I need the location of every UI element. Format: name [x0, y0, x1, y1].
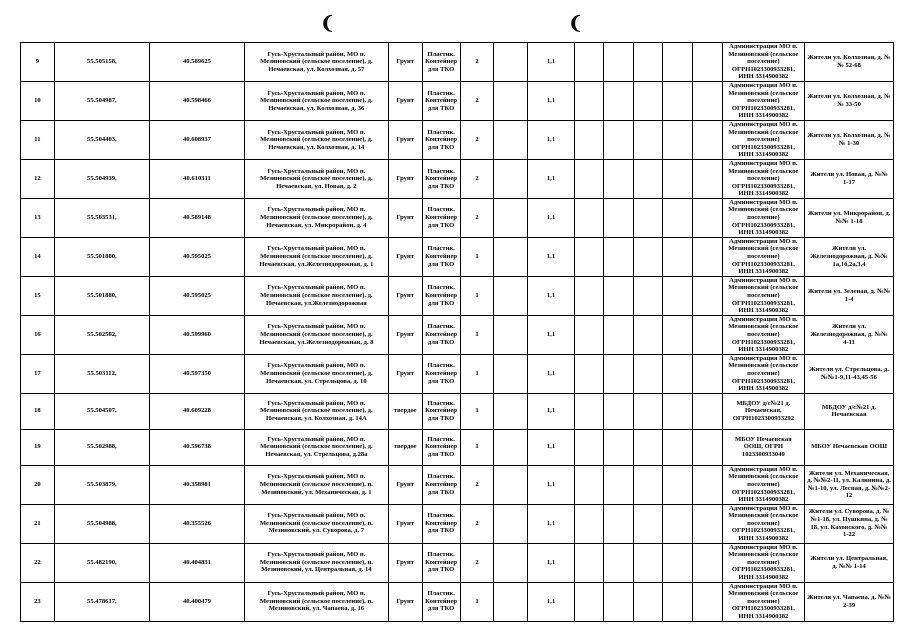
- empty-cell: [574, 582, 604, 621]
- container-type-cell: Пластик. Контейнер для ТКО: [422, 237, 460, 276]
- empty-cell: [693, 504, 723, 543]
- surface-cell: Грунт: [388, 504, 422, 543]
- address-cell: Гусь-Хрустальный район, МО п. Мезиновский (сельское поселение), д. Нечаевская, ул. Стрельцова, д.28а: [245, 429, 389, 465]
- container-count-cell: 1: [460, 393, 494, 429]
- longitude-cell: 40.589625: [149, 43, 244, 82]
- table-row: [21, 429, 894, 465]
- empty-cell: [494, 276, 528, 315]
- surface-cell: Грунт: [388, 43, 422, 82]
- container-count-cell: 1: [460, 354, 494, 393]
- latitude-cell: 55.503531,: [54, 198, 149, 237]
- longitude-cell: 40.404831: [149, 543, 244, 582]
- empty-cell: [574, 237, 604, 276]
- container-volume-cell: 1,1: [528, 465, 575, 504]
- owner-cell: Администрация МО п. Мезиновский (сельское поселение) ОГРН1023300933281, ИНН 3314900382: [722, 81, 804, 120]
- owner-cell: Администрация МО п. Мезиновский (сельское поселение) ОГРН1023300933281, ИНН 3314900382: [722, 354, 804, 393]
- surface-cell: Грунт: [388, 582, 422, 621]
- address-cell: Гусь-Хрустальный район, МО п. Мезиновский (сельское поселение), д. Нечаевская, ул. Стрельцова, д. 10: [245, 354, 389, 393]
- container-volume-cell: 1,1: [528, 159, 575, 198]
- container-volume-cell: 1,1: [528, 504, 575, 543]
- owner-cell: Администрация МО п. Мезиновский (сельское поселение) ОГРН1023300933281, ИНН 3314900382: [722, 465, 804, 504]
- waste-source-cell: Жители ул. Механическая, д. №№2-11, ул. Калинина, д. №1-10, ул. Лесная, д. №№2-12: [805, 465, 894, 504]
- container-count-cell: 2: [460, 198, 494, 237]
- latitude-cell: 55.504987,: [54, 81, 149, 120]
- address-cell: Гусь-Хрустальный район, МО п. Мезиновский (сельское поселение), п. Мезиновский, ул. Механическая, д. 1: [245, 465, 389, 504]
- container-type-cell: Пластик. Контейнер для ТКО: [422, 315, 460, 354]
- latitude-cell: 55.504988,: [54, 504, 149, 543]
- empty-cell: [574, 43, 604, 82]
- container-type-cell: Пластик. Контейнер для ТКО: [422, 198, 460, 237]
- address-cell: Гусь-Хрустальный район, МО п. Мезиновский (сельское поселение), д. Нечаевская, ул. Колхозная, д. 57: [245, 43, 389, 82]
- longitude-cell: 40.358981: [149, 465, 244, 504]
- row-number-cell: 12: [21, 159, 55, 198]
- row-number-cell: 13: [21, 198, 55, 237]
- empty-cell: [494, 43, 528, 82]
- empty-cell: [693, 159, 723, 198]
- row-number-cell: 23: [21, 582, 55, 621]
- longitude-cell: 40.355526: [149, 504, 244, 543]
- container-type-cell: Пластик. Контейнер для ТКО: [422, 120, 460, 159]
- table-row: [21, 354, 894, 393]
- waste-source-cell: Жители ул. Колхозная, д. № № 33-50: [805, 81, 894, 120]
- owner-cell: Администрация МО п. Мезиновский (сельское поселение) ОГРН1023300933281, ИНН 3314900382: [722, 315, 804, 354]
- table-row: [21, 504, 894, 543]
- owner-cell: Администрация МО п. Мезиновский (сельское поселение) ОГРН1023300933281, ИНН 3314900382: [722, 582, 804, 621]
- address-cell: Гусь-Хрустальный район, МО п. Мезиновский (сельское поселение), д. Нечаевская, ул.Железнодорожная: [245, 276, 389, 315]
- empty-cell: [693, 315, 723, 354]
- longitude-cell: 40.599960: [149, 315, 244, 354]
- owner-cell: Администрация МО п. Мезиновский (сельское поселение) ОГРН1023300933281, ИНН 3314900382: [722, 43, 804, 82]
- table-row: [21, 159, 894, 198]
- table-row: [21, 543, 894, 582]
- empty-cell: [663, 43, 693, 82]
- owner-cell: Администрация МО п. Мезиновский (сельское поселение) ОГРН1023300933281, ИНН 3314900382: [722, 504, 804, 543]
- row-number-cell: 10: [21, 81, 55, 120]
- table-row: [21, 465, 894, 504]
- empty-cell: [663, 429, 693, 465]
- waste-source-cell: МБДОУ д/с№21 д. Нечаевская: [805, 393, 894, 429]
- empty-cell: [574, 120, 604, 159]
- container-volume-cell: 1,1: [528, 43, 575, 82]
- empty-cell: [494, 429, 528, 465]
- empty-cell: [574, 543, 604, 582]
- empty-cell: [574, 504, 604, 543]
- empty-cell: [494, 315, 528, 354]
- empty-cell: [604, 429, 634, 465]
- empty-cell: [663, 276, 693, 315]
- container-type-cell: Пластик. Контейнер для ТКО: [422, 159, 460, 198]
- empty-cell: [693, 429, 723, 465]
- container-count-cell: 1: [460, 582, 494, 621]
- row-number-cell: 16: [21, 315, 55, 354]
- empty-cell: [494, 582, 528, 621]
- empty-cell: [604, 393, 634, 429]
- container-volume-cell: 1,1: [528, 315, 575, 354]
- empty-cell: [574, 198, 604, 237]
- page-mark-right: ❨: [568, 13, 584, 33]
- surface-cell: Грунт: [388, 465, 422, 504]
- empty-cell: [604, 159, 634, 198]
- empty-cell: [604, 198, 634, 237]
- empty-cell: [633, 81, 663, 120]
- row-number-cell: 21: [21, 504, 55, 543]
- latitude-cell: 55.503879,: [54, 465, 149, 504]
- surface-cell: Грунт: [388, 159, 422, 198]
- container-type-cell: Пластик. Контейнер для ТКО: [422, 465, 460, 504]
- empty-cell: [693, 354, 723, 393]
- empty-cell: [663, 315, 693, 354]
- empty-cell: [663, 582, 693, 621]
- owner-cell: Администрация МО п. Мезиновский (сельское поселение) ОГРН1023300933281, ИНН 3314900382: [722, 543, 804, 582]
- empty-cell: [633, 543, 663, 582]
- empty-cell: [633, 465, 663, 504]
- container-volume-cell: 1,1: [528, 582, 575, 621]
- surface-cell: Грунт: [388, 543, 422, 582]
- table-row: [21, 582, 894, 621]
- empty-cell: [633, 159, 663, 198]
- latitude-cell: 55.504507,: [54, 393, 149, 429]
- container-sites-table: [20, 42, 894, 622]
- latitude-cell: 55.501880,: [54, 276, 149, 315]
- owner-cell: МБОУ Нечаевская ООШ, ОГРН 1023300933040: [722, 429, 804, 465]
- container-count-cell: 2: [460, 543, 494, 582]
- latitude-cell: 55.482190,: [54, 543, 149, 582]
- table-row: [21, 276, 894, 315]
- latitude-cell: 55.504939,: [54, 159, 149, 198]
- surface-cell: Грунт: [388, 120, 422, 159]
- empty-cell: [693, 276, 723, 315]
- longitude-cell: 40.608937: [149, 120, 244, 159]
- longitude-cell: 40.609228: [149, 393, 244, 429]
- waste-source-cell: Жители ул. Центральная, д. №№ 1-14: [805, 543, 894, 582]
- container-count-cell: 1: [460, 237, 494, 276]
- table-row: [21, 120, 894, 159]
- container-volume-cell: 1,1: [528, 120, 575, 159]
- waste-source-cell: Жители ул. Зеленая, д. №№ 1-4: [805, 276, 894, 315]
- container-count-cell: 1: [460, 429, 494, 465]
- empty-cell: [663, 198, 693, 237]
- container-type-cell: Пластик. Контейнер для ТКО: [422, 354, 460, 393]
- latitude-cell: 55.501880,: [54, 237, 149, 276]
- waste-source-cell: Жители ул. Чапаева, д. №№ 2-39: [805, 582, 894, 621]
- container-count-cell: 2: [460, 159, 494, 198]
- container-type-cell: Пластик. Контейнер для ТКО: [422, 276, 460, 315]
- empty-cell: [494, 354, 528, 393]
- empty-cell: [663, 81, 693, 120]
- row-number-cell: 15: [21, 276, 55, 315]
- row-number-cell: 9: [21, 43, 55, 82]
- empty-cell: [494, 543, 528, 582]
- address-cell: Гусь-Хрустальный район, МО п. Мезиновский (сельское поселение), д. Нечаевская, ул. Колхозная, д. 14: [245, 120, 389, 159]
- empty-cell: [633, 429, 663, 465]
- empty-cell: [574, 81, 604, 120]
- surface-cell: твердое: [388, 429, 422, 465]
- waste-source-cell: Жители ул. Суворова, д. № №1-18, ул. Пушкина, д. № 18, ул. Каховского, д. №№ 1-22: [805, 504, 894, 543]
- waste-source-cell: Жители ул. Железнодорожная, д. №№ 4-11: [805, 315, 894, 354]
- address-cell: Гусь-Хрустальный район, МО п. Мезиновский (сельское поселение), п. Мезиновский, ул. Чапаева, д. 16: [245, 582, 389, 621]
- empty-cell: [693, 393, 723, 429]
- container-count-cell: 1: [460, 315, 494, 354]
- empty-cell: [604, 465, 634, 504]
- empty-cell: [633, 315, 663, 354]
- container-count-cell: 2: [460, 43, 494, 82]
- empty-cell: [604, 43, 634, 82]
- empty-cell: [633, 120, 663, 159]
- empty-cell: [574, 276, 604, 315]
- empty-cell: [604, 120, 634, 159]
- empty-cell: [633, 393, 663, 429]
- owner-cell: Администрация МО п. Мезиновский (сельское поселение) ОГРН1023300933281, ИНН 3314900382: [722, 237, 804, 276]
- container-type-cell: Пластик. Контейнер для ТКО: [422, 393, 460, 429]
- latitude-cell: 55.504403,: [54, 120, 149, 159]
- longitude-cell: 40.598466: [149, 81, 244, 120]
- table-row: [21, 237, 894, 276]
- container-volume-cell: 1,1: [528, 354, 575, 393]
- row-number-cell: 17: [21, 354, 55, 393]
- longitude-cell: 40.595025: [149, 276, 244, 315]
- longitude-cell: 40.596738: [149, 429, 244, 465]
- empty-cell: [693, 465, 723, 504]
- empty-cell: [574, 429, 604, 465]
- empty-cell: [494, 504, 528, 543]
- row-number-cell: 14: [21, 237, 55, 276]
- table-row: [21, 315, 894, 354]
- empty-cell: [633, 582, 663, 621]
- address-cell: Гусь-Хрустальный район, МО п. Мезиновский (сельское поселение), д. Нечаевская, ул. Микрорайон, д. 4: [245, 198, 389, 237]
- container-count-cell: 2: [460, 120, 494, 159]
- container-volume-cell: 1,1: [528, 429, 575, 465]
- empty-cell: [494, 237, 528, 276]
- container-volume-cell: 1,1: [528, 198, 575, 237]
- container-type-cell: Пластик. Контейнер для ТКО: [422, 429, 460, 465]
- empty-cell: [693, 43, 723, 82]
- empty-cell: [633, 276, 663, 315]
- empty-cell: [494, 120, 528, 159]
- latitude-cell: 55.503112,: [54, 354, 149, 393]
- owner-cell: МБДОУ д/с№21 д. Нечаевская, ОГРН1023300933292: [722, 393, 804, 429]
- longitude-cell: 40.610311: [149, 159, 244, 198]
- empty-cell: [663, 237, 693, 276]
- surface-cell: твердое: [388, 393, 422, 429]
- surface-cell: Грунт: [388, 237, 422, 276]
- address-cell: Гусь-Хрустальный район, МО п. Мезиновский (сельское поселение), д. Нечаевская, ул.Железнодорожная, д. 1: [245, 237, 389, 276]
- empty-cell: [604, 504, 634, 543]
- container-type-cell: Пластик. Контейнер для ТКО: [422, 582, 460, 621]
- address-cell: Гусь-Хрустальный район, МО п. Мезиновский (сельское поселение), д. Нечаевская, ул.Железнодорожная, д. 8: [245, 315, 389, 354]
- owner-cell: Администрация МО п. Мезиновский (сельское поселение) ОГРН1023300933281, ИНН 3314900382: [722, 120, 804, 159]
- owner-cell: Администрация МО п. Мезиновский (сельское поселение) ОГРН1023300933281, ИНН 3314900382: [722, 276, 804, 315]
- container-count-cell: 2: [460, 465, 494, 504]
- waste-source-cell: Жители ул. Микрорайон, д. №№ 1-18: [805, 198, 894, 237]
- row-number-cell: 18: [21, 393, 55, 429]
- empty-cell: [604, 543, 634, 582]
- empty-cell: [494, 393, 528, 429]
- empty-cell: [604, 315, 634, 354]
- empty-cell: [693, 543, 723, 582]
- table-row: [21, 43, 894, 82]
- surface-cell: Грунт: [388, 198, 422, 237]
- container-volume-cell: 1,1: [528, 276, 575, 315]
- waste-source-cell: Жители ул. Колхозная, д. № № 52-68: [805, 43, 894, 82]
- waste-source-cell: МБОУ Нечаевская ООШ: [805, 429, 894, 465]
- container-count-cell: 2: [460, 504, 494, 543]
- container-type-cell: Пластик. Контейнер для ТКО: [422, 504, 460, 543]
- container-type-cell: Пластик. Контейнер для ТКО: [422, 543, 460, 582]
- container-volume-cell: 1,1: [528, 81, 575, 120]
- empty-cell: [693, 120, 723, 159]
- latitude-cell: 55.505158,: [54, 43, 149, 82]
- longitude-cell: 40.597350: [149, 354, 244, 393]
- longitude-cell: 40.400479: [149, 582, 244, 621]
- empty-cell: [633, 237, 663, 276]
- empty-cell: [604, 237, 634, 276]
- address-cell: Гусь-Хрустальный район, МО п. Мезиновский (сельское поселение), д. Нечаевская, ул. Колхозная, д. 36: [245, 81, 389, 120]
- empty-cell: [663, 354, 693, 393]
- empty-cell: [494, 198, 528, 237]
- table-row: [21, 393, 894, 429]
- longitude-cell: 40.595025: [149, 237, 244, 276]
- owner-cell: Администрация МО п. Мезиновский (сельское поселение) ОГРН1023300933281, ИНН 3314900382: [722, 159, 804, 198]
- empty-cell: [663, 504, 693, 543]
- empty-cell: [574, 159, 604, 198]
- empty-cell: [574, 354, 604, 393]
- address-cell: Гусь-Хрустальный район, МО п. Мезиновский (сельское поселение), д. Нечаевская, ул. Новая, д. 2: [245, 159, 389, 198]
- container-volume-cell: 1,1: [528, 393, 575, 429]
- surface-cell: Грунт: [388, 354, 422, 393]
- empty-cell: [633, 43, 663, 82]
- container-type-cell: Пластик. Контейнер для ТКО: [422, 43, 460, 82]
- container-volume-cell: 1,1: [528, 543, 575, 582]
- waste-source-cell: Жители ул. Новая, д. №№ 1-17: [805, 159, 894, 198]
- empty-cell: [604, 276, 634, 315]
- surface-cell: Грунт: [388, 315, 422, 354]
- address-cell: Гусь-Хрустальный район, МО п. Мезиновский (сельское поселение), д. Нечаевская, ул. Колхозная, д. 14А: [245, 393, 389, 429]
- empty-cell: [693, 198, 723, 237]
- row-number-cell: 22: [21, 543, 55, 582]
- empty-cell: [604, 354, 634, 393]
- latitude-cell: 55.478617,: [54, 582, 149, 621]
- empty-cell: [693, 81, 723, 120]
- waste-source-cell: Жители ул. Стрельцова, д. №№1-9,11-43,45-56: [805, 354, 894, 393]
- empty-cell: [494, 159, 528, 198]
- empty-cell: [633, 504, 663, 543]
- longitude-cell: 40.589148: [149, 198, 244, 237]
- owner-cell: Администрация МО п. Мезиновский (сельское поселение) ОГРН1023300933281, ИНН 3314900382: [722, 198, 804, 237]
- container-volume-cell: 1,1: [528, 237, 575, 276]
- empty-cell: [574, 393, 604, 429]
- table-row: [21, 81, 894, 120]
- latitude-cell: 55.502502,: [54, 315, 149, 354]
- address-cell: Гусь-Хрустальный район, МО п. Мезиновский (сельское поселение), п. Мезиновский, ул. Суворова, д. 7: [245, 504, 389, 543]
- waste-source-cell: Жители ул. Железнодорожная, д. №№ 1а,1б,2а,3,4: [805, 237, 894, 276]
- container-type-cell: Пластик. Контейнер для ТКО: [422, 81, 460, 120]
- surface-cell: Грунт: [388, 276, 422, 315]
- empty-cell: [604, 81, 634, 120]
- empty-cell: [604, 582, 634, 621]
- waste-source-cell: Жители ул. Колхозная, д. № № 1-30: [805, 120, 894, 159]
- container-count-cell: 2: [460, 81, 494, 120]
- row-number-cell: 20: [21, 465, 55, 504]
- page-mark-left: ❨: [320, 13, 336, 33]
- latitude-cell: 55.502988,: [54, 429, 149, 465]
- empty-cell: [693, 582, 723, 621]
- empty-cell: [633, 354, 663, 393]
- empty-cell: [633, 198, 663, 237]
- empty-cell: [663, 465, 693, 504]
- empty-cell: [574, 465, 604, 504]
- empty-cell: [494, 81, 528, 120]
- empty-cell: [494, 465, 528, 504]
- empty-cell: [693, 237, 723, 276]
- surface-cell: Грунт: [388, 81, 422, 120]
- row-number-cell: 11: [21, 120, 55, 159]
- empty-cell: [663, 393, 693, 429]
- empty-cell: [663, 159, 693, 198]
- empty-cell: [663, 120, 693, 159]
- empty-cell: [574, 315, 604, 354]
- address-cell: Гусь-Хрустальный район, МО п. Мезиновский (сельское поселение), п. Мезиновский, ул. Центральная, д. 14: [245, 543, 389, 582]
- row-number-cell: 19: [21, 429, 55, 465]
- container-count-cell: 1: [460, 276, 494, 315]
- empty-cell: [663, 543, 693, 582]
- table-row: [21, 198, 894, 237]
